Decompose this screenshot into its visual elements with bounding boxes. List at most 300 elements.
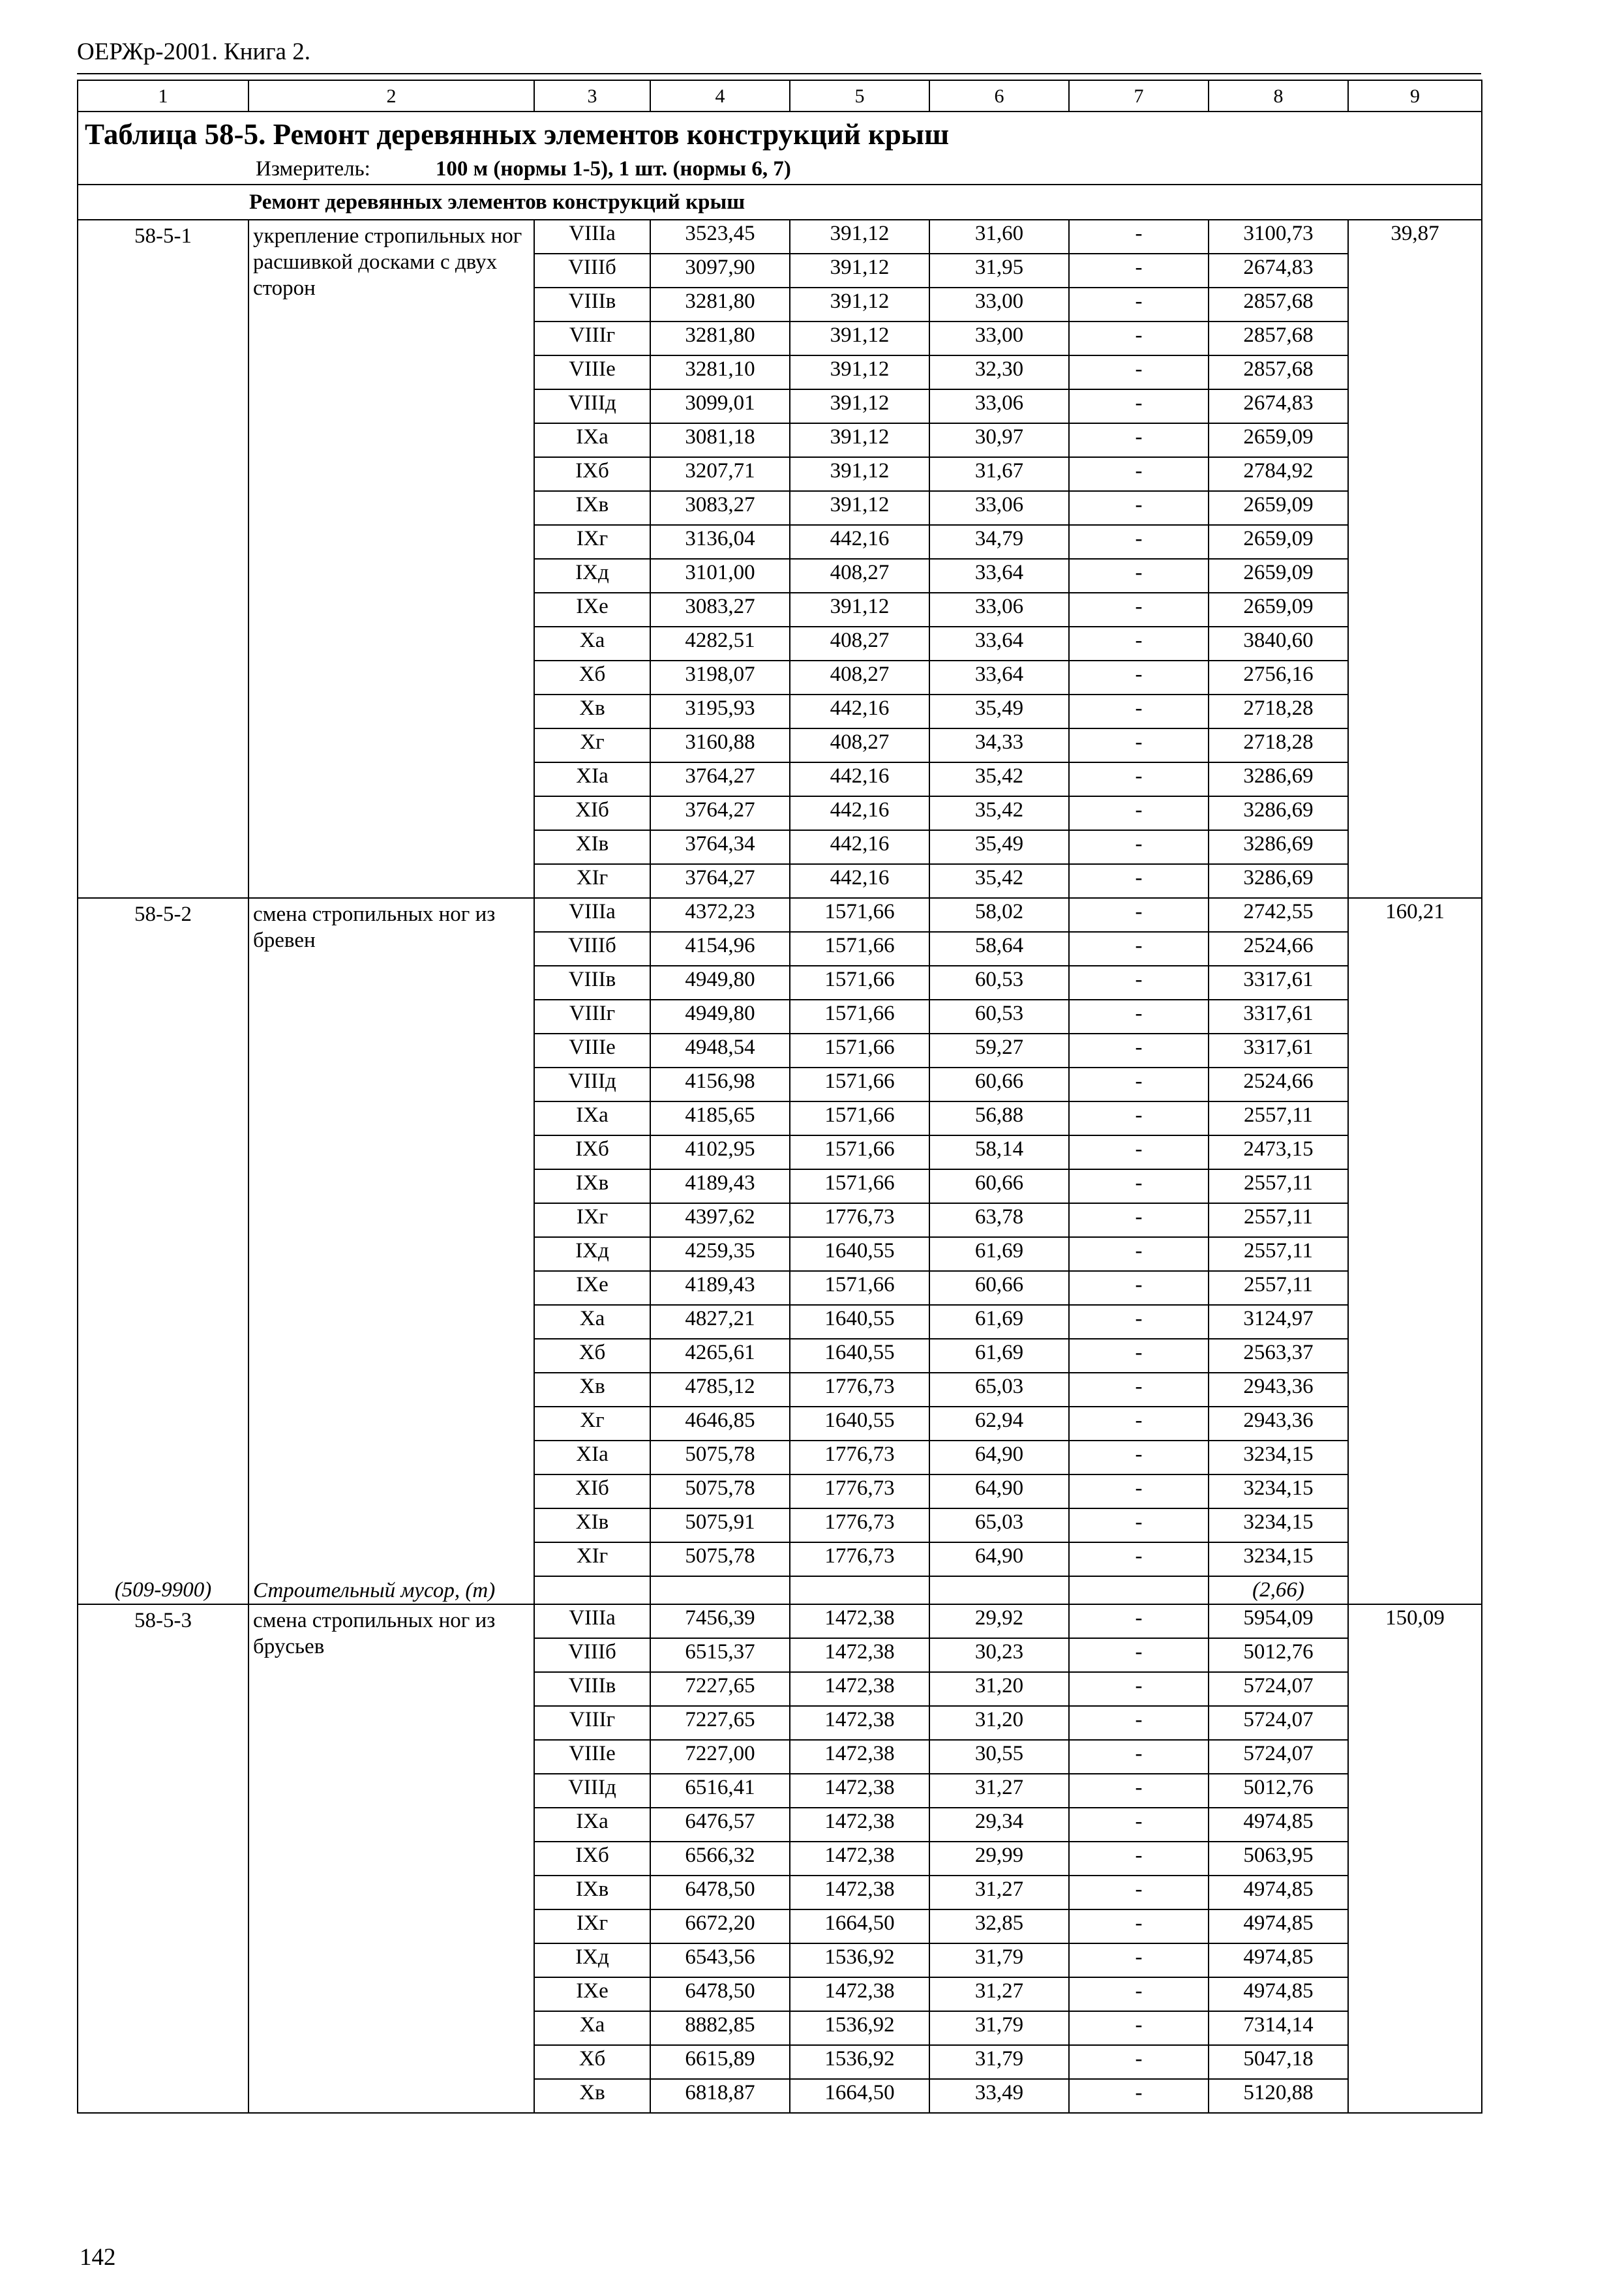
work-description: смена стропильных ног из бревен [253,903,496,952]
total-cost-cell: 6818,87 [650,2079,790,2113]
meter-line [85,154,1475,184]
total-cost-cell: 3101,00 [650,559,790,593]
region-cell: XIв [534,830,650,864]
wages-cell: 1776,73 [790,1508,929,1542]
region-cell: Xг [534,1407,650,1441]
total-cost-cell: 4949,80 [650,1000,790,1034]
materials-cell: 3286,69 [1209,830,1348,864]
blank-cell [1069,1576,1209,1604]
total-cost-cell: 6516,41 [650,1774,790,1808]
blank-cell [650,1576,790,1604]
wages-cell: 391,12 [790,593,929,627]
total-cost-cell: 3097,90 [650,254,790,288]
materials-cell: 2659,09 [1209,525,1348,559]
labor-cell: 160,21 [1348,898,1482,1604]
header-rule [77,73,1481,74]
total-cost-cell: 6515,37 [650,1638,790,1672]
materials-cell: 5954,09 [1209,1604,1348,1638]
col-number: 3 [534,80,650,112]
machines-cell: 34,79 [929,525,1069,559]
region-cell: IXе [534,1271,650,1305]
meter-label: Измеритель: [256,157,370,181]
driver-wages-cell: - [1069,1508,1209,1542]
materials-cell: 4974,85 [1209,1876,1348,1909]
region-cell: IXг [534,1909,650,1943]
total-cost-cell: 3081,18 [650,423,790,457]
wages-cell: 1571,66 [790,1000,929,1034]
wages-cell: 442,16 [790,695,929,728]
wages-cell: 391,12 [790,423,929,457]
driver-wages-cell: - [1069,1271,1209,1305]
wages-cell: 1472,38 [790,1977,929,2011]
total-cost-cell: 3764,27 [650,762,790,796]
materials-cell: 2557,11 [1209,1169,1348,1203]
total-cost-cell: 6476,57 [650,1808,790,1842]
machines-cell: 30,97 [929,423,1069,457]
driver-wages-cell: - [1069,1000,1209,1034]
machines-cell: 60,53 [929,1000,1069,1034]
col-number: 7 [1069,80,1209,112]
table-title: Таблица 58-5. Ремонт деревянных элементов конструкций крыш [85,118,950,151]
driver-wages-cell: - [1069,1407,1209,1441]
materials-cell: 2857,68 [1209,322,1348,355]
total-cost-cell: 6478,50 [650,1977,790,2011]
region-cell: VIIIв [534,1672,650,1706]
work-description-cell: смена стропильных ног из брусьев [248,1604,534,2113]
wages-cell: 391,12 [790,254,929,288]
driver-wages-cell: - [1069,423,1209,457]
machines-cell: 35,42 [929,796,1069,830]
driver-wages-cell: - [1069,1638,1209,1672]
total-cost-cell: 3764,34 [650,830,790,864]
region-cell: XIг [534,1542,650,1576]
region-cell: IXд [534,1237,650,1271]
materials-cell: 3286,69 [1209,762,1348,796]
materials-cell: 3234,15 [1209,1441,1348,1474]
machines-cell: 31,20 [929,1706,1069,1740]
driver-wages-cell: - [1069,898,1209,932]
table-row [78,1604,1482,1638]
driver-wages-cell: - [1069,1672,1209,1706]
column-number-row [78,80,1482,112]
materials-cell: 5120,88 [1209,2079,1348,2113]
driver-wages-cell: - [1069,322,1209,355]
driver-wages-cell: - [1069,1373,1209,1407]
materials-cell: 2943,36 [1209,1373,1348,1407]
driver-wages-cell: - [1069,1740,1209,1774]
wages-cell: 1664,50 [790,1909,929,1943]
driver-wages-cell: - [1069,525,1209,559]
resource-name: Строительный мусор, (т) [253,1579,496,1602]
rate-code-cell: 58-5-3 [78,1604,248,2113]
labor-cell: 150,09 [1348,1604,1482,2113]
work-description-cell: укрепление стропильных ног расшивкой досками с двух сторон [248,220,534,898]
total-cost-cell: 4949,80 [650,966,790,1000]
wages-cell: 1472,38 [790,1740,929,1774]
wages-cell: 391,12 [790,457,929,491]
materials-cell: 4974,85 [1209,1943,1348,1977]
wages-cell: 442,16 [790,525,929,559]
wages-cell: 1571,66 [790,1101,929,1135]
materials-cell: 2659,09 [1209,559,1348,593]
materials-cell: 2674,83 [1209,389,1348,423]
materials-cell: 3234,15 [1209,1508,1348,1542]
materials-cell: 2857,68 [1209,355,1348,389]
page-number: 142 [80,2244,116,2271]
region-cell: VIIIа [534,1604,650,1638]
driver-wages-cell: - [1069,2045,1209,2079]
driver-wages-cell: - [1069,1774,1209,1808]
wages-cell: 1571,66 [790,966,929,1000]
region-cell: VIIIе [534,1034,650,1068]
wages-cell: 1536,92 [790,2011,929,2045]
wages-cell: 442,16 [790,864,929,898]
code-stack [82,901,244,1604]
region-cell: VIIIд [534,1774,650,1808]
materials-cell: 4974,85 [1209,1808,1348,1842]
machines-cell: 29,92 [929,1604,1069,1638]
wages-cell: 1776,73 [790,1441,929,1474]
materials-cell: 3100,73 [1209,220,1348,254]
region-cell: Xа [534,1305,650,1339]
materials-cell: 2857,68 [1209,288,1348,322]
total-cost-cell: 4259,35 [650,1237,790,1271]
total-cost-cell: 4397,62 [650,1203,790,1237]
machines-cell: 58,02 [929,898,1069,932]
wages-cell: 1640,55 [790,1305,929,1339]
driver-wages-cell: - [1069,796,1209,830]
wages-cell: 408,27 [790,627,929,661]
col-number: 6 [929,80,1069,112]
region-cell: IXа [534,1808,650,1842]
resource-code: (509-9900) [114,1578,212,1602]
total-cost-cell: 7227,00 [650,1740,790,1774]
machines-cell: 64,90 [929,1542,1069,1576]
region-cell: Xв [534,2079,650,2113]
region-cell: IXг [534,525,650,559]
machines-cell: 65,03 [929,1508,1069,1542]
machines-cell: 33,64 [929,661,1069,695]
wages-cell: 1776,73 [790,1474,929,1508]
total-cost-cell: 4189,43 [650,1271,790,1305]
wages-cell: 391,12 [790,322,929,355]
materials-cell: 2557,11 [1209,1237,1348,1271]
total-cost-cell: 5075,78 [650,1441,790,1474]
driver-wages-cell: - [1069,728,1209,762]
materials-cell: 2557,11 [1209,1101,1348,1135]
wages-cell: 1571,66 [790,1271,929,1305]
region-cell: XIв [534,1508,650,1542]
region-cell: IXе [534,1977,650,2011]
region-cell: Xг [534,728,650,762]
wages-cell: 408,27 [790,728,929,762]
materials-cell: 5012,76 [1209,1774,1348,1808]
machines-cell: 32,85 [929,1909,1069,1943]
total-cost-cell: 4154,96 [650,932,790,966]
driver-wages-cell: - [1069,1305,1209,1339]
materials-cell: 3286,69 [1209,864,1348,898]
machines-cell: 56,88 [929,1101,1069,1135]
machines-cell: 60,66 [929,1068,1069,1101]
machines-cell: 58,64 [929,932,1069,966]
wages-cell: 408,27 [790,559,929,593]
materials-cell: 2674,83 [1209,254,1348,288]
driver-wages-cell: - [1069,491,1209,525]
materials-cell: 4974,85 [1209,1909,1348,1943]
machines-cell: 33,06 [929,593,1069,627]
desc-stack [253,901,530,1604]
wages-cell: 1571,66 [790,898,929,932]
region-cell: IXв [534,1169,650,1203]
materials-cell: 5724,07 [1209,1706,1348,1740]
driver-wages-cell: - [1069,559,1209,593]
machines-cell: 61,69 [929,1305,1069,1339]
blank-cell [534,1576,650,1604]
region-cell: IXб [534,1135,650,1169]
driver-wages-cell: - [1069,220,1209,254]
region-cell: VIIIг [534,1706,650,1740]
title-row [78,112,1482,185]
table-row [78,898,1482,932]
machines-cell: 31,27 [929,1977,1069,2011]
title-cell [78,112,1482,185]
materials-cell: 3234,15 [1209,1474,1348,1508]
machines-cell: 31,79 [929,1943,1069,1977]
region-cell: VIIIв [534,288,650,322]
machines-cell: 33,06 [929,389,1069,423]
region-cell: VIIIе [534,355,650,389]
total-cost-cell: 3523,45 [650,220,790,254]
materials-cell: 2718,28 [1209,695,1348,728]
region-cell: Xв [534,1373,650,1407]
machines-cell: 34,33 [929,728,1069,762]
materials-cell: 5012,76 [1209,1638,1348,1672]
wages-cell: 1571,66 [790,1135,929,1169]
machines-cell: 64,90 [929,1474,1069,1508]
total-cost-cell: 3083,27 [650,593,790,627]
total-cost-cell: 3764,27 [650,864,790,898]
driver-wages-cell: - [1069,389,1209,423]
total-cost-cell: 7456,39 [650,1604,790,1638]
wages-cell: 1472,38 [790,1672,929,1706]
region-cell: VIIIв [534,966,650,1000]
driver-wages-cell: - [1069,1169,1209,1203]
meter-value: 100 м (нормы 1-5), 1 шт. (нормы 6, 7) [435,157,791,181]
total-cost-cell: 3136,04 [650,525,790,559]
materials-cell: 3234,15 [1209,1542,1348,1576]
region-cell: VIIIа [534,220,650,254]
wages-cell: 1536,92 [790,1943,929,1977]
wages-cell: 391,12 [790,491,929,525]
wages-cell: 391,12 [790,355,929,389]
total-cost-cell: 4372,23 [650,898,790,932]
total-cost-cell: 4156,98 [650,1068,790,1101]
wages-cell: 391,12 [790,288,929,322]
machines-cell: 60,66 [929,1271,1069,1305]
total-cost-cell: 8882,85 [650,2011,790,2045]
materials-cell: 5063,95 [1209,1842,1348,1876]
materials-cell: 2563,37 [1209,1339,1348,1373]
machines-cell: 31,67 [929,457,1069,491]
driver-wages-cell: - [1069,1876,1209,1909]
total-cost-cell: 5075,78 [650,1474,790,1508]
page-header: ОЕРЖр-2001. Книга 2. [77,38,310,65]
driver-wages-cell: - [1069,830,1209,864]
total-cost-cell: 6672,20 [650,1909,790,1943]
region-cell: VIIIд [534,389,650,423]
region-cell: VIIIг [534,322,650,355]
region-cell: Xб [534,1339,650,1373]
wages-cell: 1776,73 [790,1203,929,1237]
machines-cell: 33,06 [929,491,1069,525]
col-number: 8 [1209,80,1348,112]
wages-cell: 442,16 [790,796,929,830]
col-number: 9 [1348,80,1482,112]
materials-cell: 2524,66 [1209,1068,1348,1101]
materials-cell: 5724,07 [1209,1740,1348,1774]
materials-cell: 2659,09 [1209,491,1348,525]
total-cost-cell: 5075,78 [650,1542,790,1576]
materials-cell: 5047,18 [1209,2045,1348,2079]
machines-cell: 30,55 [929,1740,1069,1774]
wages-cell: 1472,38 [790,1638,929,1672]
table-body [78,80,1482,2113]
driver-wages-cell: - [1069,2011,1209,2045]
materials-cell: 3317,61 [1209,966,1348,1000]
region-cell: Xа [534,627,650,661]
machines-cell: 33,64 [929,627,1069,661]
driver-wages-cell: - [1069,1101,1209,1135]
col-number: 5 [790,80,929,112]
machines-cell: 31,27 [929,1774,1069,1808]
wages-cell: 1472,38 [790,1876,929,1909]
driver-wages-cell: - [1069,932,1209,966]
region-cell: XIг [534,864,650,898]
wages-cell: 1571,66 [790,1068,929,1101]
wages-cell: 1640,55 [790,1237,929,1271]
driver-wages-cell: - [1069,1237,1209,1271]
materials-cell: 2659,09 [1209,593,1348,627]
region-cell: IXб [534,457,650,491]
wages-cell: 442,16 [790,762,929,796]
materials-cell: 2943,36 [1209,1407,1348,1441]
materials-cell: 3124,97 [1209,1305,1348,1339]
total-cost-cell: 4948,54 [650,1034,790,1068]
table-row [78,220,1482,254]
driver-wages-cell: - [1069,1808,1209,1842]
materials-cell: 2756,16 [1209,661,1348,695]
machines-cell: 31,79 [929,2045,1069,2079]
driver-wages-cell: - [1069,1135,1209,1169]
machines-cell: 35,49 [929,830,1069,864]
wages-cell: 1472,38 [790,1604,929,1638]
driver-wages-cell: - [1069,762,1209,796]
driver-wages-cell: - [1069,355,1209,389]
driver-wages-cell: - [1069,1943,1209,1977]
region-cell: Xа [534,2011,650,2045]
materials-cell: 2742,55 [1209,898,1348,932]
region-cell: VIIIб [534,932,650,966]
driver-wages-cell: - [1069,627,1209,661]
region-cell: VIIIе [534,1740,650,1774]
col-number: 4 [650,80,790,112]
wages-cell: 1776,73 [790,1542,929,1576]
driver-wages-cell: - [1069,966,1209,1000]
machines-cell: 29,99 [929,1842,1069,1876]
total-cost-cell: 5075,91 [650,1508,790,1542]
rate-code: 58-5-2 [134,903,192,926]
total-cost-cell: 3764,27 [650,796,790,830]
wages-cell: 1776,73 [790,1373,929,1407]
machines-cell: 35,42 [929,864,1069,898]
materials-cell: 3840,60 [1209,627,1348,661]
machines-cell: 58,14 [929,1135,1069,1169]
wages-cell: 442,16 [790,830,929,864]
machines-cell: 35,42 [929,762,1069,796]
driver-wages-cell: - [1069,593,1209,627]
machines-cell: 35,49 [929,695,1069,728]
machines-cell: 33,00 [929,288,1069,322]
machines-cell: 32,30 [929,355,1069,389]
total-cost-cell: 3281,80 [650,322,790,355]
driver-wages-cell: - [1069,1842,1209,1876]
region-cell: VIIIг [534,1000,650,1034]
machines-cell: 60,53 [929,966,1069,1000]
wages-cell: 1640,55 [790,1407,929,1441]
materials-cell: 3317,61 [1209,1034,1348,1068]
driver-wages-cell: - [1069,661,1209,695]
total-cost-cell: 3207,71 [650,457,790,491]
total-cost-cell: 3198,07 [650,661,790,695]
wages-cell: 1536,92 [790,2045,929,2079]
region-cell: Xв [534,695,650,728]
section-title: Ремонт деревянных элементов конструкций крыш [78,185,1482,220]
total-cost-cell: 7227,65 [650,1672,790,1706]
total-cost-cell: 4785,12 [650,1373,790,1407]
section-row [78,185,1482,220]
machines-cell: 30,23 [929,1638,1069,1672]
wages-cell: 391,12 [790,220,929,254]
region-cell: IXа [534,1101,650,1135]
region-cell: IXд [534,559,650,593]
region-cell: IXб [534,1842,650,1876]
total-cost-cell: 3160,88 [650,728,790,762]
total-cost-cell: 7227,65 [650,1706,790,1740]
region-cell: XIб [534,1474,650,1508]
driver-wages-cell: - [1069,288,1209,322]
region-cell: IXе [534,593,650,627]
materials-cell: 3317,61 [1209,1000,1348,1034]
driver-wages-cell: - [1069,1068,1209,1101]
wages-cell: 408,27 [790,661,929,695]
materials-cell: 2659,09 [1209,423,1348,457]
machines-cell: 33,64 [929,559,1069,593]
materials-cell: 2557,11 [1209,1203,1348,1237]
wages-cell: 1472,38 [790,1706,929,1740]
driver-wages-cell: - [1069,864,1209,898]
materials-cell: 3286,69 [1209,796,1348,830]
machines-cell: 62,94 [929,1407,1069,1441]
total-cost-cell: 6566,32 [650,1842,790,1876]
driver-wages-cell: - [1069,2079,1209,2113]
machines-cell: 31,95 [929,254,1069,288]
wages-cell: 1571,66 [790,1034,929,1068]
driver-wages-cell: - [1069,1706,1209,1740]
work-description-cell [248,898,534,1604]
machines-cell: 31,20 [929,1672,1069,1706]
materials-cell: 4974,85 [1209,1977,1348,2011]
labor-cell: 39,87 [1348,220,1482,898]
